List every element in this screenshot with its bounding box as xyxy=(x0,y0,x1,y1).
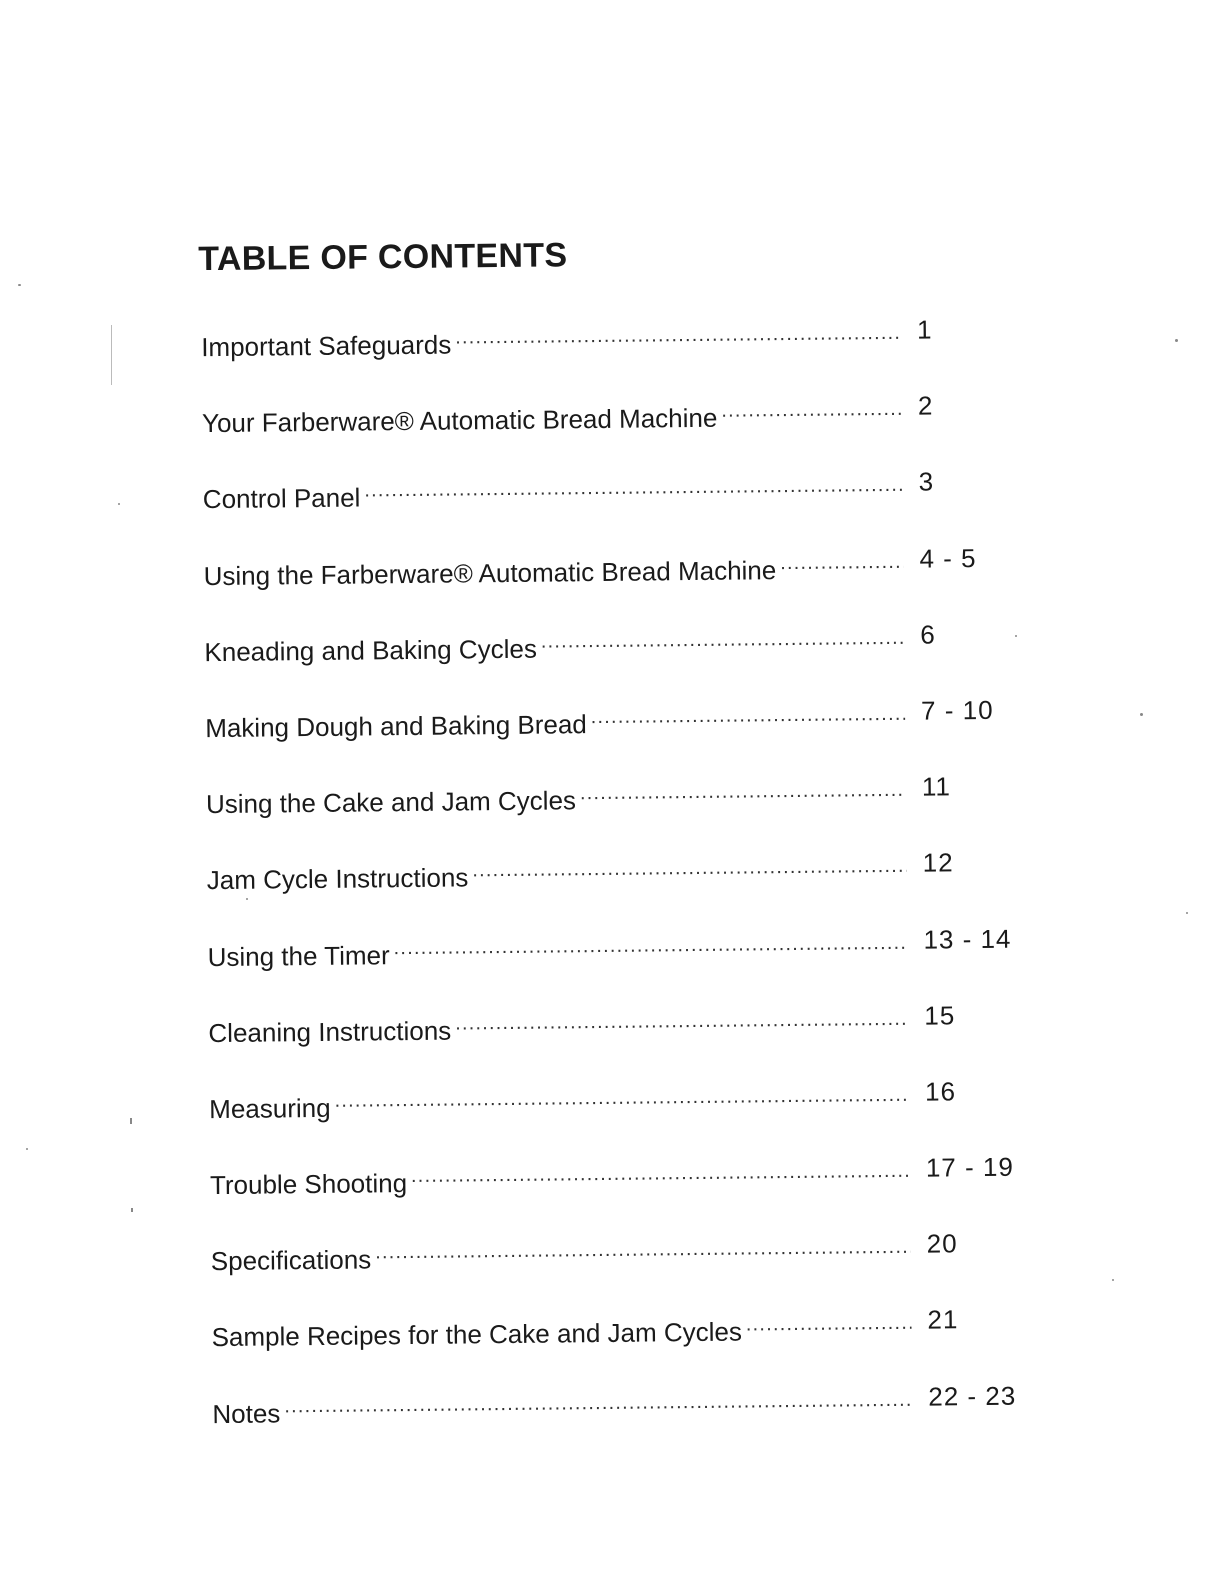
dot-leader xyxy=(411,1153,910,1192)
scan-speck xyxy=(18,284,21,286)
toc-entry-page: 22 - 23 xyxy=(928,1380,1017,1412)
scan-speck xyxy=(1175,339,1178,342)
dot-leader xyxy=(364,467,903,507)
toc-entry-using-the-timer[interactable] xyxy=(207,923,1038,1008)
toc-entry-title: Using the Cake and Jam Cycles xyxy=(205,785,577,820)
dot-leader xyxy=(591,696,906,733)
toc-entry-page: 13 - 14 xyxy=(923,923,1012,955)
toc-entry-your-farberware-automatic-bread-machine[interactable] xyxy=(202,390,1033,475)
toc-entry-page: 17 - 19 xyxy=(925,1151,1014,1183)
dot-leader xyxy=(472,848,907,887)
toc-entry-important-safeguards[interactable] xyxy=(201,313,1032,398)
toc-entry-page: 4 - 5 xyxy=(919,542,977,574)
dot-leader xyxy=(580,772,906,809)
toc-entry-page: 15 xyxy=(924,999,956,1031)
page-title: TABLE OF CONTENTS xyxy=(198,236,568,279)
toc-entry-page: 3 xyxy=(918,466,935,498)
toc-entry-title: Important Safeguards xyxy=(201,329,452,363)
toc-entry-jam-cycle-instructions[interactable] xyxy=(207,847,1038,932)
dot-leader xyxy=(334,1077,909,1117)
toc-entry-title: Kneading and Baking Cycles xyxy=(204,633,538,667)
toc-entry-using-the-cake-and-jam-cycles[interactable] xyxy=(206,771,1037,856)
toc-entry-specifications[interactable] xyxy=(211,1228,1042,1313)
dot-leader xyxy=(455,1000,909,1039)
toc-entry-title: Making Dough and Baking Bread xyxy=(205,709,587,744)
toc-entry-page: 20 xyxy=(926,1228,958,1259)
scan-speck xyxy=(130,1118,132,1124)
scan-speck xyxy=(1112,1279,1114,1281)
toc-entry-title: Control Panel xyxy=(202,482,361,515)
toc-entry-title: Cleaning Instructions xyxy=(208,1015,452,1048)
scan-speck xyxy=(131,1208,133,1212)
toc-entry-page: 2 xyxy=(917,390,934,421)
toc-entry-control-panel[interactable] xyxy=(203,466,1034,551)
toc-entry-trouble-shooting[interactable] xyxy=(210,1151,1041,1236)
toc-entry-title: Specifications xyxy=(210,1244,372,1277)
toc-entry-notes[interactable] xyxy=(212,1380,1043,1465)
toc-entry-title: Jam Cycle Instructions xyxy=(206,862,469,896)
scan-speck xyxy=(1186,912,1188,914)
scan-speck xyxy=(111,325,112,385)
toc-entry-measuring[interactable] xyxy=(209,1075,1040,1160)
toc-entry-title: Measuring xyxy=(209,1092,331,1124)
toc-entry-page: 16 xyxy=(924,1076,957,1107)
toc-entry-kneading-and-baking-cycles[interactable] xyxy=(204,618,1035,703)
toc-entry-cleaning-instructions[interactable] xyxy=(208,999,1039,1084)
dot-leader xyxy=(721,391,902,427)
dot-leader xyxy=(393,924,907,963)
scan-speck xyxy=(246,898,248,900)
toc-entry-sample-recipes-for-the-cake-and-jam-cycles[interactable] xyxy=(211,1304,1042,1389)
toc-entry-title: Trouble Shooting xyxy=(209,1168,408,1201)
dot-leader xyxy=(375,1229,911,1269)
toc-entry-using-the-farberware-automatic-bread-machine[interactable] xyxy=(203,542,1034,627)
dot-leader xyxy=(780,543,904,578)
scan-speck xyxy=(1140,713,1143,716)
toc-entry-page: 12 xyxy=(922,847,954,878)
toc-entry-page: 11 xyxy=(921,771,952,802)
dot-leader xyxy=(746,1305,912,1341)
scan-speck xyxy=(1015,635,1017,637)
toc-entry-page: 7 - 10 xyxy=(920,694,994,726)
dot-leader xyxy=(455,315,901,354)
toc-list xyxy=(201,313,1043,1464)
toc-entry-making-dough-and-baking-bread[interactable] xyxy=(205,694,1036,779)
toc-entry-title: Sample Recipes for the Cake and Jam Cycles xyxy=(211,1316,743,1353)
dot-leader xyxy=(541,620,905,658)
toc-entry-page: 6 xyxy=(920,619,936,650)
toc-entry-page: 1 xyxy=(916,314,933,345)
dot-leader xyxy=(284,1381,912,1422)
toc-entry-page: 21 xyxy=(927,1304,959,1336)
scan-speck xyxy=(118,503,120,505)
toc-entry-title: Using the Farberware® Automatic Bread Machine xyxy=(203,554,777,591)
toc-entry-title: Using the Timer xyxy=(207,939,390,972)
toc-entry-title: Notes xyxy=(212,1398,281,1429)
toc-entry-title: Your Farberware® Automatic Bread Machine xyxy=(201,402,718,439)
scan-speck xyxy=(26,1148,28,1150)
